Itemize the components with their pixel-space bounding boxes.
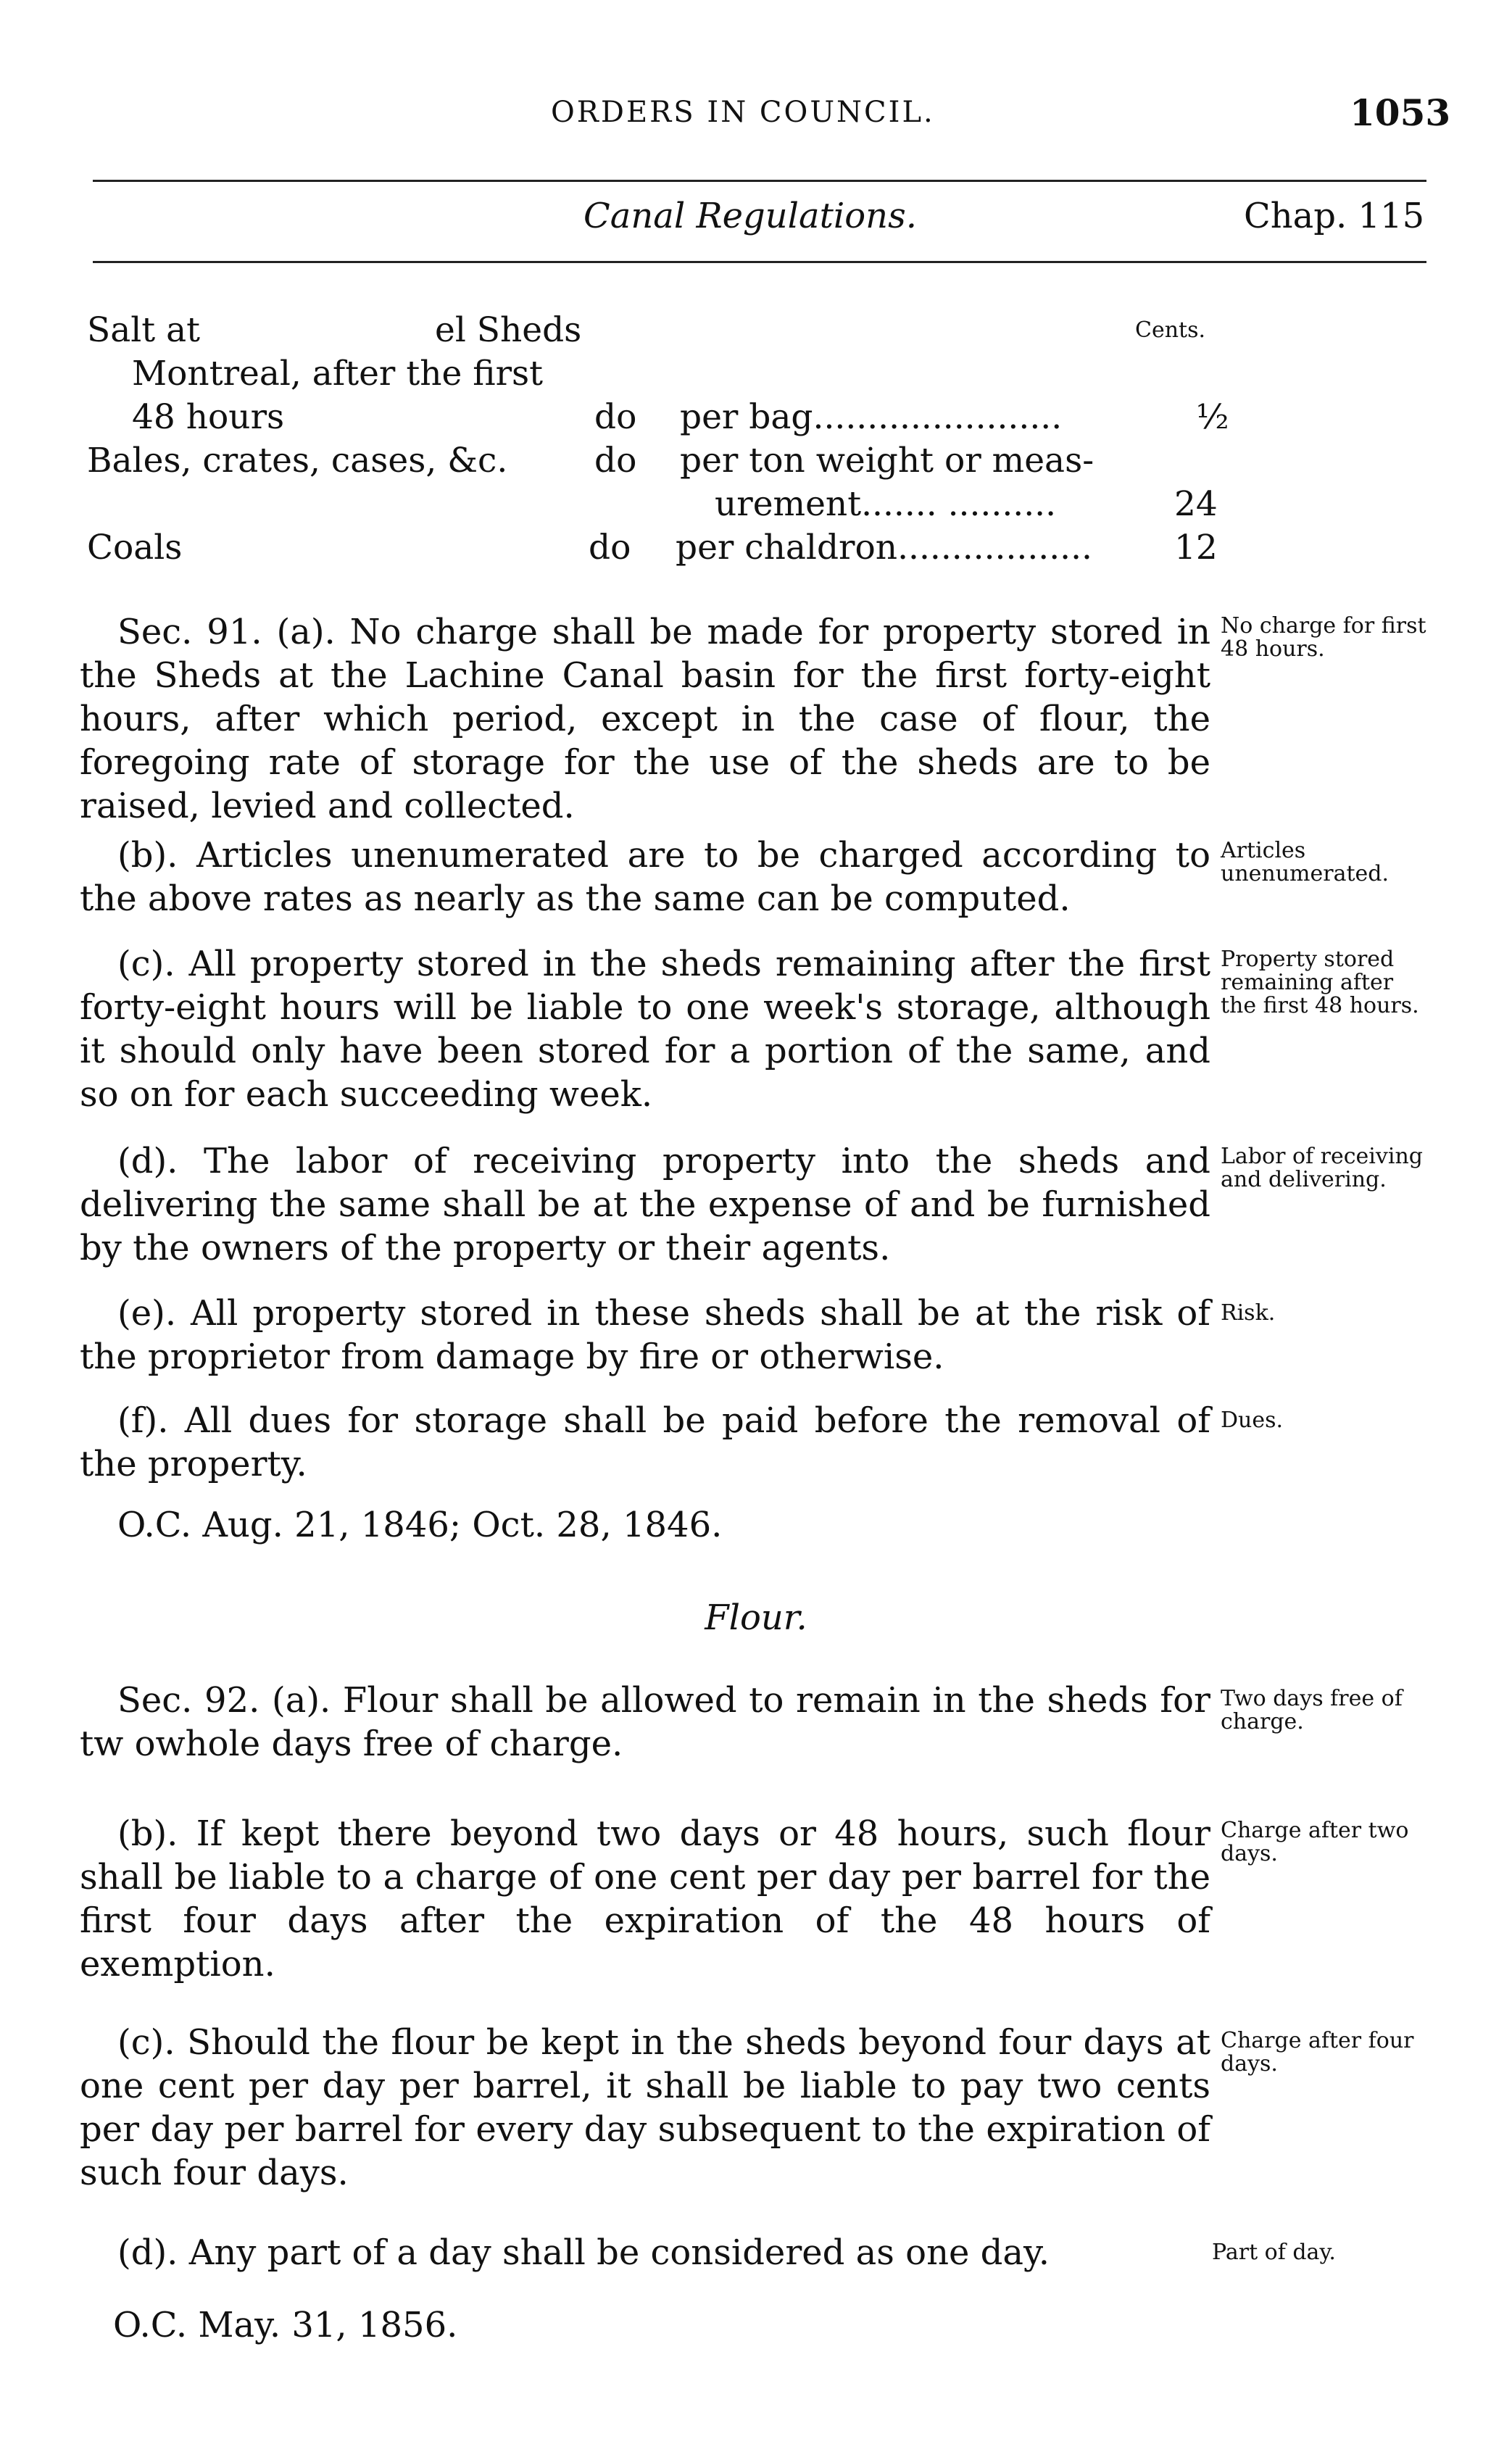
sec92-a-margin-note: Two days free of charge.	[1221, 1686, 1403, 1734]
row2-value: ½	[1196, 397, 1229, 437]
row3-unit-continued: urement....... ..........	[715, 484, 1057, 524]
page-number: 1053	[1350, 91, 1451, 134]
row2-ditto: do	[594, 397, 637, 437]
row3-unit: per ton weight or meas-	[680, 441, 1094, 481]
flour-heading: Flour.	[705, 1597, 807, 1638]
sec92-a-paragraph: Sec. 92. (a). Flour shall be allowed to remain in the sheds for tw owhole days free of charge.	[80, 1680, 1210, 1764]
sec92-c-margin-note: Charge after four days.	[1221, 2028, 1414, 2077]
row3-dots: ....... ..........	[861, 484, 1057, 524]
sec91-order-in-council: O.C. Aug. 21, 1846; Oct. 28, 1846.	[117, 1505, 723, 1545]
sec91-d-margin-note: Labor of receiving and delivering.	[1221, 1144, 1423, 1192]
header-rule-top	[93, 180, 1426, 182]
row4-dots: ..................	[897, 528, 1092, 568]
sec91-e-margin-note: Risk.	[1221, 1300, 1276, 1326]
row2-dots: .......................	[813, 397, 1063, 437]
row3-ditto: do	[594, 441, 637, 481]
sec92-b-paragraph: (b). If kept there beyond two days or 48 hours, such flour shall be liable to a charge of one cent per day per barrel for the first four days after the expiration of the 48 hours of exemption.	[80, 1813, 1210, 1984]
section-header	[0, 190, 1512, 241]
chapter-label: Chap. 115	[1244, 196, 1425, 236]
row1-continuation: Montreal, after the first	[132, 354, 544, 394]
sec91-c-paragraph: (c). All property stored in the sheds remaining after the first forty-eight hours will be liable to one week's storage, although it should only have been stored for a portion of the same, and so on for each succeeding week.	[80, 944, 1210, 1115]
running-title: ORDERS IN COUNCIL.	[551, 96, 935, 129]
section-title: Canal Regulations.	[583, 196, 917, 236]
sec91-b-paragraph: (b). Articles unenumerated are to be charged according to the above rates as nearly as the same can be computed.	[80, 835, 1210, 919]
sec91-a-paragraph: Sec. 91. (a). No charge shall be made for property stored in the Sheds at the Lachine Canal basin for the first forty-eight hours, after which period, except in the case of flour, the foregoing rate of storage for the use of the sheds are to be raised, levied and collected.	[80, 612, 1210, 826]
row4-ditto: do	[589, 528, 631, 568]
row1-place: el Sheds	[435, 310, 582, 350]
row3-item: Bales, crates, cases, &c.	[87, 441, 508, 481]
sec92-d-margin-note: Part of day.	[1212, 2240, 1336, 2265]
row2-item: 48 hours	[132, 397, 285, 437]
running-header	[0, 91, 1512, 139]
sec91-f-margin-note: Dues.	[1221, 1408, 1284, 1433]
row4-value: 12	[1174, 528, 1218, 568]
sec92-b-margin-note: Charge after two days.	[1221, 1818, 1409, 1866]
cents-label: Cents.	[1135, 317, 1206, 343]
sec92-d-paragraph: (d). Any part of a day shall be considered as one day.	[117, 2232, 1050, 2273]
sec92-c-paragraph: (c). Should the flour be kept in the sheds beyond four days at one cent per day per barrel, it shall be liable to pay two cents per day per barrel for every day subsequent to the expiration of such four days.	[80, 2022, 1210, 2193]
row2-unit: per bag.......................	[680, 397, 1063, 437]
sec91-c-margin-note: Property stored remaining after the first 48 hours.	[1221, 947, 1419, 1018]
sec91-b-margin-note: Articles unenumerated.	[1221, 838, 1390, 886]
sec92-order-in-council: O.C. May. 31, 1856.	[113, 2305, 458, 2345]
header-rule-bottom	[93, 261, 1426, 263]
row4-item: Coals	[87, 528, 183, 568]
row1-item: Salt at	[87, 310, 200, 350]
row4-unit: per chaldron..................	[676, 528, 1092, 568]
sec91-d-paragraph: (d). The labor of receiving property into the sheds and delivering the same shall be at the expense of and be furnished by the owners of the property or their agents.	[80, 1141, 1210, 1268]
sec91-e-paragraph: (e). All property stored in these sheds shall be at the risk of the proprietor from damage by fire or otherwise.	[80, 1293, 1210, 1377]
row3-value: 24	[1174, 484, 1218, 524]
sec91-a-margin-note: No charge for first 48 hours.	[1221, 613, 1426, 662]
sec91-f-paragraph: (f). All dues for storage shall be paid before the removal of the property.	[80, 1400, 1210, 1484]
